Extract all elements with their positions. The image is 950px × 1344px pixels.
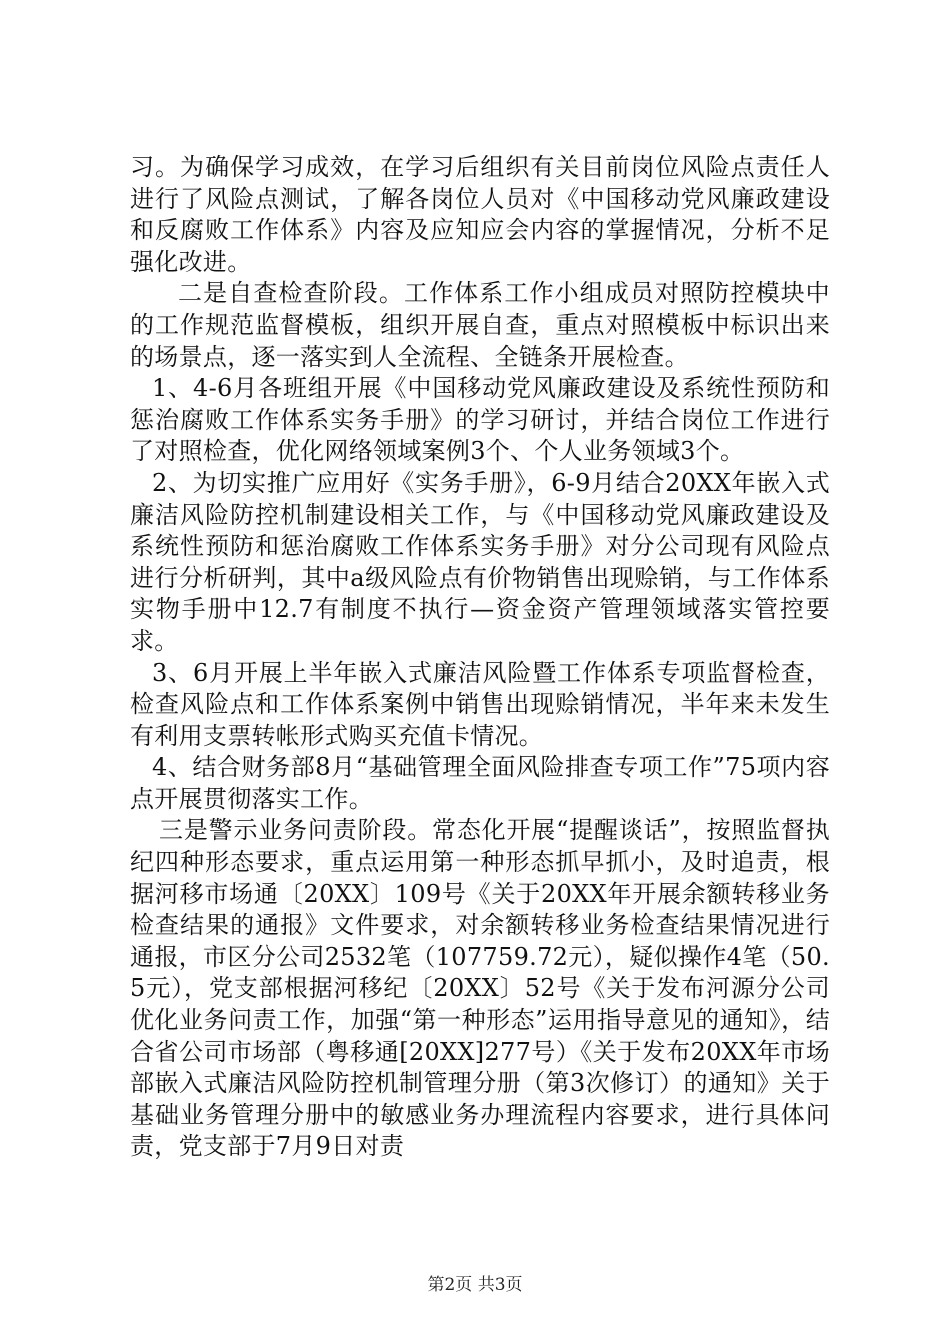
paragraph-self-inspection: 二是自查检查阶段。工作体系工作小组成员对照防控模块中的工作规范监督模板，组织开展自查，重点对照模板中标识出来的场景点，逐一落实到人全流程、全链条开展检查。 bbox=[130, 279, 830, 371]
paragraph-item-4: 4、结合财务部8月“基础管理全面风险排查专项工作”75项内容点开展贯彻落实工作。 bbox=[130, 753, 830, 813]
paragraph-accountability: 三是警示业务问责阶段。常态化开展“提醒谈话”，按照监督执纪四种形态要求，重点运用第一种形态抓早抓小，及时追责，根据河移市场通〔20XX〕109号《关于20XX年开展余额转移业务检查结果的通报》文件要求，对余额转移业务检查结果情况进行通报，市区分公司2532笔（107759.72元），疑似操作4笔（50.5元），党支部根据河移纪〔20XX〕52号《关于发布河源分公司优化业务问责工作，加强“第一种形态”运用指导意见的通知》，结合省公司市场部（粤移通[20XX]277号）《关于发布20XX年市场部嵌入式廉洁风险防控机制管理分册（第3次修订）的通知》关于基础业务管理分册中的敏感业务办理流程内容要求，进行具体问责，党支部于7月9日对责 bbox=[130, 816, 830, 1161]
paragraph-continuation: 习。为确保学习成效，在学习后组织有关目前岗位风险点责任人进行了风险点测试，了解各岗位人员对《中国移动党风廉政建设和反腐败工作体系》内容及应知应会内容的掌握情况，分析不足强化改进。 bbox=[130, 153, 830, 276]
document-body bbox=[130, 152, 830, 1163]
page-number-footer: 第2页 共3页 bbox=[427, 1275, 523, 1295]
paragraph-item-3: 3、6月开展上半年嵌入式廉洁风险暨工作体系专项监督检查，检查风险点和工作体系案例中销售出现赊销情况，半年来未发生有利用支票转帐形式购买充值卡情况。 bbox=[130, 658, 830, 750]
paragraph-item-2: 2、为切实推广应用好《实务手册》，6-9月结合20XX年嵌入式廉洁风险防控机制建设相关工作，与《中国移动党风廉政建设及系统性预防和惩治腐败工作体系实务手册》对分公司现有风险点进行分析研判，其中a级风险点有价物销售出现赊销，与工作体系实物手册中12.7有制度不执行—资金资产管理领域落实管控要求。 bbox=[130, 468, 830, 655]
paragraph-item-1: 1、4-6月各班组开展《中国移动党风廉政建设及系统性预防和惩治腐败工作体系实务手册》的学习研讨，并结合岗位工作进行了对照检查，优化网络领域案例3个、个人业务领域3个。 bbox=[130, 374, 830, 466]
